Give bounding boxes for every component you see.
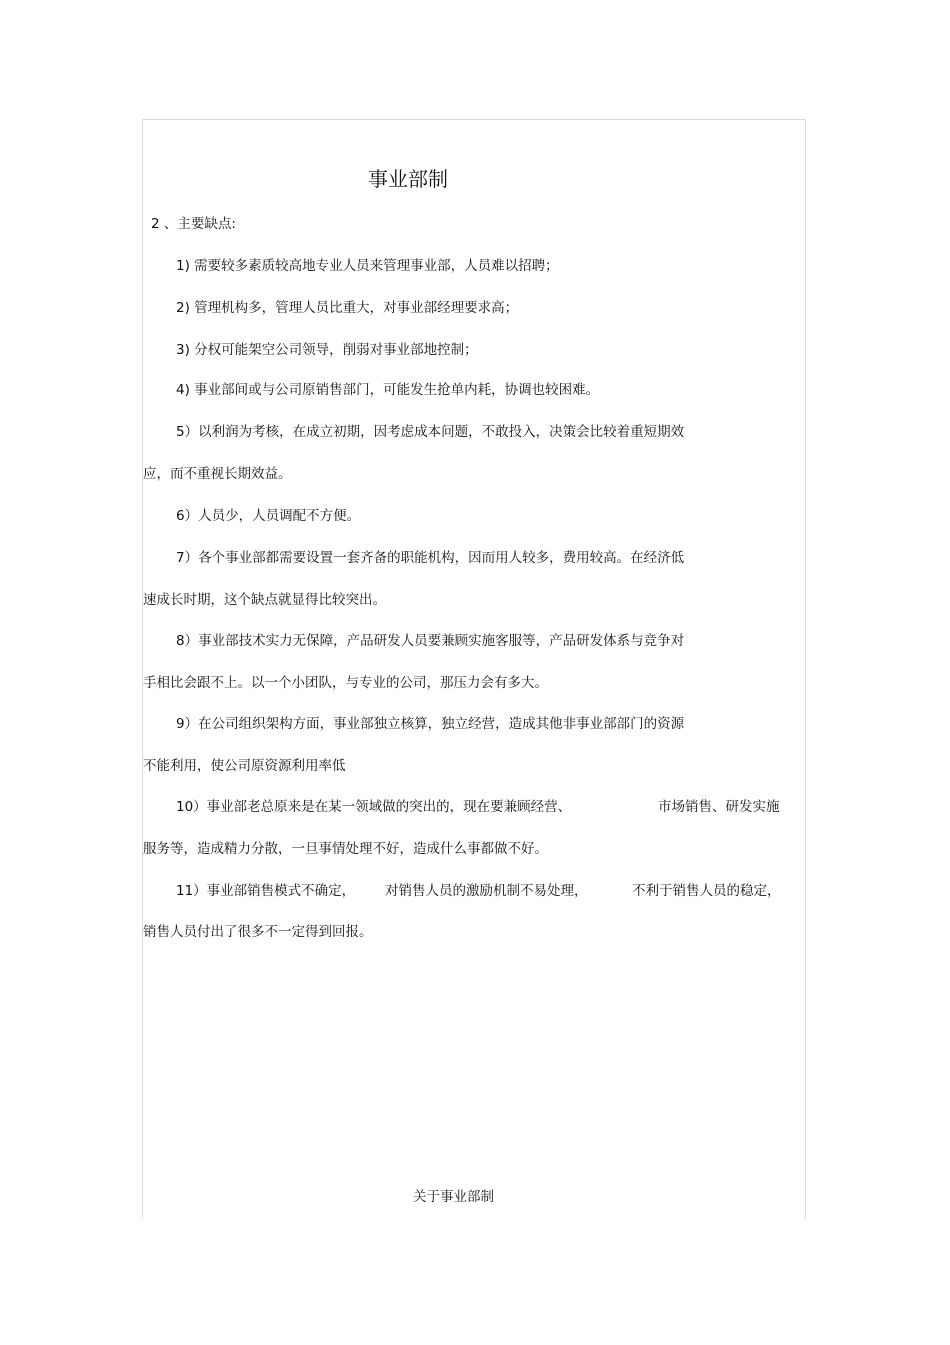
item-9-line-1: 9）在公司组织架构方面，事业部独立核算，独立经营，造成其他非事业部部门的资源	[176, 716, 685, 732]
item-5-line-1: 5）以利润为考核，在成立初期，因考虑成本问题，不敢投入，决策会比较着重短期效	[176, 424, 685, 440]
item-11-line-1-part-1: 11）事业部销售模式不确定，	[176, 883, 356, 899]
item-11-line-2: 销售人员付出了很多不一定得到回报。	[143, 924, 373, 940]
item-10-line-1-part-2: 市场销售、研发实施	[658, 799, 780, 815]
item-6: 6）人员少，人员调配不方便。	[176, 508, 361, 524]
item-8-line-1: 8）事业部技术实力无保障，产品研发人员要兼顾实施客服等，产品研发体系与竞争对	[176, 633, 685, 649]
item-4: 4) 事业部间或与公司原销售部门，可能发生抢单内耗，协调也较困难。	[176, 382, 600, 398]
page-footer: 关于事业部制	[413, 1189, 494, 1205]
item-8-line-2: 手相比会跟不上。以一个小团队，与专业的公司，那压力会有多大。	[143, 675, 548, 691]
item-10-line-1-part-1: 10）事业部老总原来是在某一领域做的突出的，现在要兼顾经营、	[176, 799, 572, 815]
item-7-line-2: 速成长时期，这个缺点就显得比较突出。	[143, 592, 386, 608]
item-10-line-1	[176, 797, 796, 817]
item-1: 1) 需要较多素质较高地专业人员来管理事业部，人员难以招聘；	[176, 258, 559, 274]
item-2: 2) 管理机构多，管理人员比重大，对事业部经理要求高；	[176, 300, 519, 316]
item-9-line-2: 不能利用，使公司原资源利用率低	[143, 758, 346, 774]
section-heading: 2 、主要缺点:	[151, 216, 236, 232]
item-10-line-2: 服务等，造成精力分散，一旦事情处理不好，造成什么事都做不好。	[143, 841, 548, 857]
document-title: 事业部制	[368, 167, 448, 191]
item-11-line-1-part-2: 对销售人员的激励机制不易处理，	[385, 883, 588, 899]
item-3: 3) 分权可能架空公司领导，削弱对事业部地控制；	[176, 342, 478, 358]
item-11-line-1	[176, 881, 796, 901]
item-5-line-2: 应，而不重视长期效益。	[143, 466, 292, 482]
page-frame	[142, 119, 806, 1219]
item-11-line-1-part-3: 不利于销售人员的稳定，	[632, 883, 781, 899]
item-7-line-1: 7）各个事业部都需要设置一套齐备的职能机构，因而用人较多，费用较高。在经济低	[176, 550, 685, 566]
